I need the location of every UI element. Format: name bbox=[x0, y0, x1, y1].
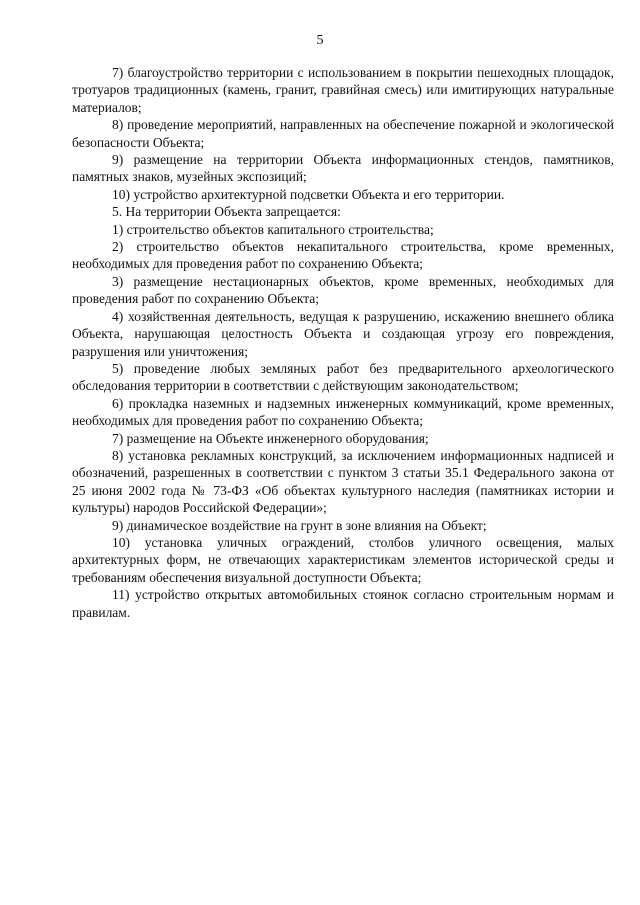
prohibition-item-5: 5) проведение любых земляных работ без предварительного археологического обследования территории в соответствии с действующим законодательством; bbox=[72, 360, 614, 394]
prohibition-item-3: 3) размещение нестационарных объектов, кроме временных, необходимых для проведения работ по сохранению Объекта; bbox=[72, 273, 614, 307]
paragraph-item-7-landscaping: 7) благоустройство территории с использованием в покрытии пешеходных площадок, тротуаров традиционных (камень, гранит, гравийная смесь) или имитирующих натуральные материалов; bbox=[72, 65, 614, 115]
prohibition-item-1: 1) строительство объектов капитального строительства; bbox=[112, 221, 434, 237]
paragraph-item-10-lighting: 10) устройство архитектурной подсветки Объекта и его территории. bbox=[112, 186, 505, 202]
prohibition-item-7: 7) размещение на Объекте инженерного оборудования; bbox=[112, 430, 429, 446]
document-body bbox=[72, 64, 614, 621]
prohibition-item-4: 4) хозяйственная деятельность, ведущая к разрушению, искажению внешнего облика Объекта, нарушающая целостность Объекта и создающая угрозу его повреждения, разрушения или уничтожения; bbox=[72, 308, 614, 359]
prohibition-item-6: 6) прокладка наземных и надземных инженерных коммуникаций, кроме временных, необходимых для проведения работ по сохранению Объекта; bbox=[72, 395, 614, 429]
prohibition-item-8: 8) установка рекламных конструкций, за исключением информационных надписей и обозначений, разрешенных в соответствии с пунктом 3 статьи 35.1 Федерального закона от 25 июня 2002 года № 73-ФЗ «Об объектах культурного наследия (памятниках истории и культуры) народов Российской Федерации»; bbox=[72, 447, 614, 516]
section-heading-prohibitions: 5. На территории Объекта запрещается: bbox=[112, 204, 341, 220]
prohibition-item-11: 11) устройство открытых автомобильных стоянок согласно строительным нормам и правилам. bbox=[72, 587, 614, 620]
paragraph-item-8-safety-measures: 8) проведение мероприятий, направленных на обеспечение пожарной и экологической безопасности Объекта; bbox=[72, 117, 614, 150]
prohibition-item-9: 9) динамическое воздействие на грунт в зоне влияния на Объект; bbox=[112, 517, 487, 533]
paragraph-item-9-info-stands: 9) размещение на территории Объекта информационных стендов, памятников, памятных знаков, музейных экспозиций; bbox=[72, 152, 614, 185]
prohibition-item-10: 10) установка уличных ограждений, столбов уличного освещения, малых архитектурных форм, не отвечающих характеристикам элементов исторической среды и требованиям обеспечения визуальной доступности Объекта; bbox=[72, 534, 614, 585]
prohibition-item-2: 2) строительство объектов некапитального строительства, кроме временных, необходимых для проведения работ по сохранению Объекта; bbox=[72, 239, 614, 272]
page-number: 5 bbox=[316, 33, 324, 48]
